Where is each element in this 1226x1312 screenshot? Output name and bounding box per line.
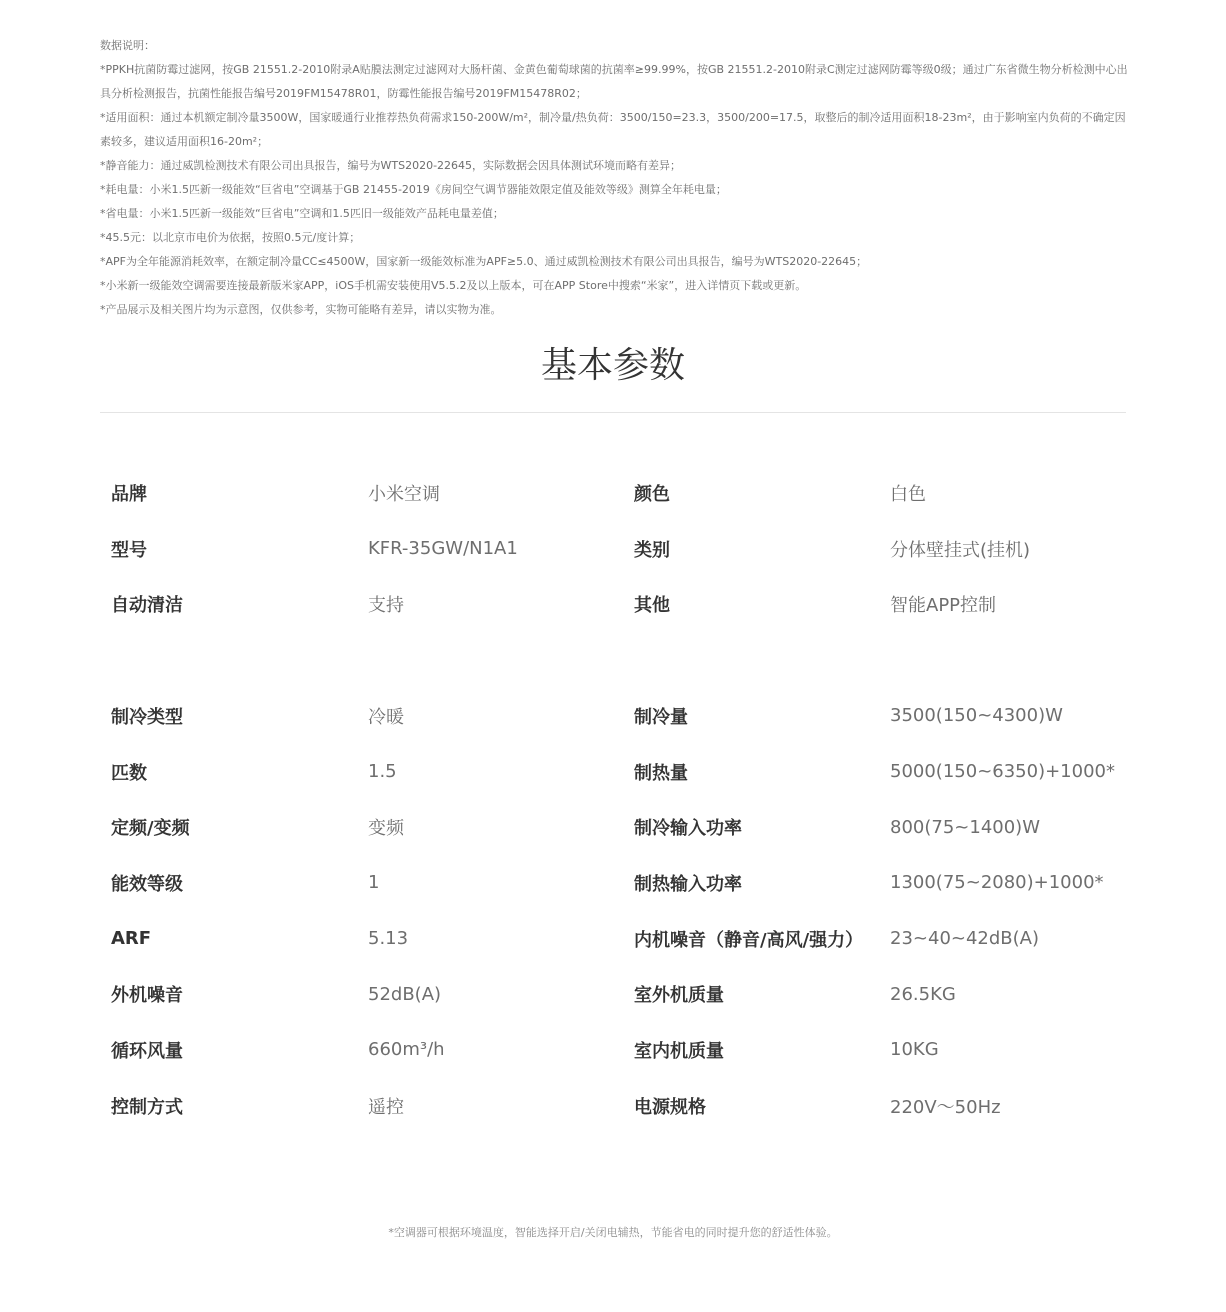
note-line: *省电量：小米1.5匹新一级能效“巨省电”空调和1.5匹旧一级能效产品耗电量差值； xyxy=(100,207,504,220)
param-label: 循环风量 xyxy=(111,1040,183,1062)
param-value: 220V～50Hz xyxy=(890,1096,1001,1118)
param-label: 定频/变频 xyxy=(111,818,190,840)
note-line: *产品展示及相关图片均为示意图，仅供参考，实物可能略有差异，请以实物为准。 xyxy=(100,303,502,316)
param-label: 制热量 xyxy=(634,762,688,784)
param-value: 遥控 xyxy=(368,1096,404,1118)
param-label: 类别 xyxy=(634,539,670,561)
divider xyxy=(100,412,1126,413)
param-value: 5.13 xyxy=(368,928,409,950)
param-value: 3500(150~4300)W xyxy=(890,705,1063,727)
param-value: 白色 xyxy=(890,483,926,505)
param-value: KFR-35GW/N1A1 xyxy=(368,538,518,560)
param-value: 分体壁挂式(挂机) xyxy=(890,539,1031,561)
note-line: *PPKH抗菌防霉过滤网，按GB 21551.2-2010附录A贴膜法测定过滤网对大肠杆菌、金黄色葡萄球菌的抗菌率≥99.99%，按GB 21551.2-2010附录C测定过滤网防霉等级0级；通过广东省微生物分析检测中心出具分析检测报告，抗菌性能报告编号2019FM15478R01，防霉性能报告编号2019FM15478R02； xyxy=(100,63,1128,100)
param-value: 800(75~1400)W xyxy=(890,816,1040,838)
param-value: 10KG xyxy=(890,1039,939,1061)
param-label: 制冷量 xyxy=(634,706,688,728)
note-line: *适用面积：通过本机额定制冷量3500W，国家暖通行业推荐热负荷需求150-200W/m²，制冷量/热负荷：3500/150=23.3，3500/200=17.5，取整后的制冷适用面积18-23m²，由于影响室内负荷的不确定因素较多，建议适用面积16-20m²； xyxy=(100,111,1126,148)
section-title: 基本参数 xyxy=(540,345,685,386)
note-line: *静音能力：通过威凯检测技术有限公司出具报告，编号为WTS2020-22645，实际数据会因具体测试环境而略有差异； xyxy=(100,159,682,172)
basic-params-table xyxy=(111,465,1141,632)
param-value: 1.5 xyxy=(368,761,397,783)
param-label: ARF xyxy=(111,928,152,950)
param-label: 颜色 xyxy=(634,483,670,505)
notes-heading: 数据说明： xyxy=(100,39,155,52)
param-label: 室外机质量 xyxy=(634,985,724,1007)
footnote: *空调器可根据环境温度，智能选择开启/关闭电辅热，节能省电的同时提升您的舒适性体验。 xyxy=(388,1226,838,1239)
param-row xyxy=(111,688,1141,744)
param-value: 1 xyxy=(368,872,380,894)
param-value: 1300(75~2080)+1000* xyxy=(890,872,1104,894)
param-label: 型号 xyxy=(111,539,147,561)
param-label: 品牌 xyxy=(111,483,147,505)
param-value: 26.5KG xyxy=(890,983,956,1005)
param-value: 智能APP控制 xyxy=(890,595,997,617)
param-value: 5000(150~6350)+1000* xyxy=(890,761,1115,783)
param-label: 匹数 xyxy=(111,762,147,784)
param-label: 外机噪音 xyxy=(111,985,183,1007)
param-row xyxy=(111,966,1141,1022)
param-label: 室内机质量 xyxy=(634,1040,724,1062)
param-row xyxy=(111,521,1141,577)
param-value: 变频 xyxy=(368,818,404,840)
param-row xyxy=(111,799,1141,855)
spec-params-table xyxy=(111,688,1141,1134)
note-line: *45.5元：以北京市电价为依据，按照0.5元/度计算； xyxy=(100,231,361,244)
param-value: 支持 xyxy=(368,595,404,617)
param-value: 小米空调 xyxy=(368,483,440,505)
note-line: *耗电量：小米1.5匹新一级能效“巨省电”空调基于GB 21455-2019《房间空气调节器能效限定值及能效等级》测算全年耗电量； xyxy=(100,183,727,196)
param-value: 23~40~42dB(A) xyxy=(890,928,1040,950)
param-row xyxy=(111,911,1141,967)
param-row xyxy=(111,465,1141,521)
param-label: 制冷类型 xyxy=(111,706,183,728)
param-value: 52dB(A) xyxy=(368,983,442,1005)
param-row xyxy=(111,1022,1141,1078)
param-label: 电源规格 xyxy=(634,1096,706,1118)
param-value: 660m³/h xyxy=(368,1039,445,1061)
param-label: 制冷输入功率 xyxy=(634,818,742,840)
param-label: 制热输入功率 xyxy=(634,873,742,895)
param-label: 自动清洁 xyxy=(111,595,183,617)
param-row xyxy=(111,744,1141,800)
param-row xyxy=(111,576,1141,632)
note-line: *APF为全年能源消耗效率，在额定制冷量CC≤4500W，国家新一级能效标准为APF≥5.0、通过威凯检测技术有限公司出具报告，编号为WTS2020-22645； xyxy=(100,255,868,268)
note-line: *小米新一级能效空调需要连接最新版米家APP，iOS手机需安装使用V5.5.2及以上版本，可在APP Store中搜索“米家”，进入详情页下载或更新。 xyxy=(100,279,807,292)
param-label: 其他 xyxy=(634,595,670,617)
param-row xyxy=(111,1078,1141,1134)
param-row xyxy=(111,855,1141,911)
param-value: 冷暖 xyxy=(368,706,404,728)
param-label: 控制方式 xyxy=(111,1096,183,1118)
param-label: 能效等级 xyxy=(111,873,183,895)
param-label: 内机噪音（静音/高风/强力） xyxy=(634,929,864,951)
data-notes xyxy=(100,34,1130,322)
